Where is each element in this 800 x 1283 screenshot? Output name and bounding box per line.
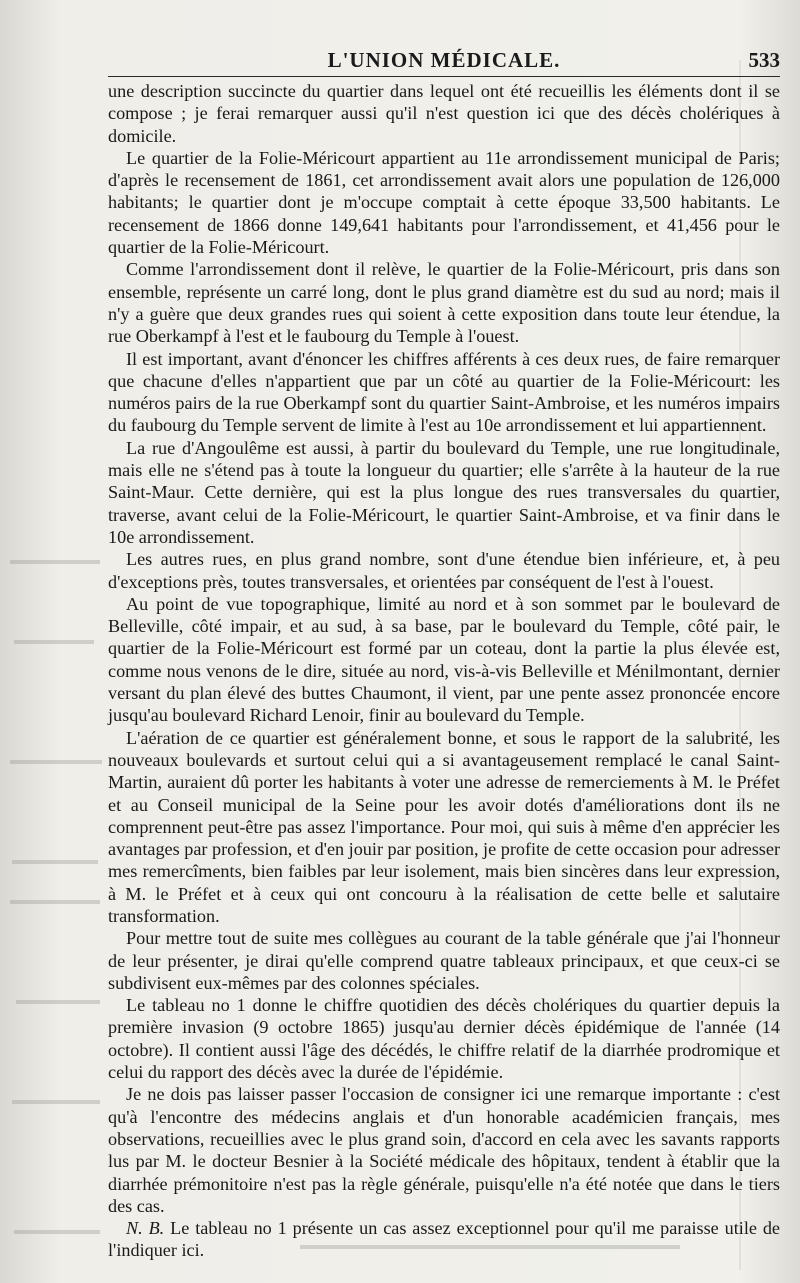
paragraph: Les autres rues, en plus grand nombre, sont d'une étendue bien inférieure, et, à peu d'exceptions près, toutes transversales, et orientées par conséquent de l'est à l'ouest. bbox=[108, 549, 780, 592]
article-body bbox=[108, 80, 780, 1262]
header-rule bbox=[108, 76, 780, 77]
paragraph: Il est important, avant d'énoncer les chiffres afférents à ces deux rues, de faire remarquer que chacune d'elles n'appartient que par un côté au quartier de la Folie-Méricourt: les numéros pairs de la rue Oberkampf sont du quartier Saint-Ambroise, et les numéros impairs du faubourg du Temple servent de limite à l'est au 10e arrondissement et lui appartiennent. bbox=[108, 348, 780, 436]
paragraph: Je ne dois pas laisser passer l'occasion de consigner ici une remarque importante : c'est qu'à l'encontre des médecins anglais et d'un honorable académicien français, mes observations, recueillies avec le plus grand soin, d'accord en cela avec les savants rapports lus par M. le docteur Besnier à la Société médicale des hôpitaux, tendent à établir que la diarrhée prémonitoire n'est pas la règle générale, puisqu'elle n'a été notée que dans le tiers des cas. bbox=[108, 1084, 780, 1216]
paragraph: une description succincte du quartier dans lequel ont été recueillis les éléments dont il se compose ; je ferai remarquer aussi qu'il n'est question ici que des décès cholériques à domicile. bbox=[108, 81, 780, 146]
running-title: L'UNION MÉDICALE. bbox=[327, 48, 561, 72]
page-header bbox=[108, 48, 780, 78]
paragraph: L'aération de ce quartier est généralement bonne, et sous le rapport de la salubrité, les nouveaux boulevards et surtout celui qui a si avantageusement remplacé le canal Saint-Martin, auraient dû porter les habitants à voter une adresse de remerciements à M. le Préfet et au Conseil municipal de la Seine pour les avoir dotés d'améliorations dont ils ne comprennent peut-être pas assez l'importance. Pour moi, qui suis à même d'en apprécier les avantages par profession, et d'en jouir par position, je profite de cette occasion pour adresser mes remercîments, bien faibles par leur isolement, mais bien sincères dans leur expression, à M. le Préfet et à ceux qui ont concouru à la réalisation de cette belle et salutaire transformation. bbox=[108, 727, 780, 926]
note-text: Le tableau no 1 présente un cas assez exceptionnel pour qu'il me paraisse utile de l'indiquer ici. bbox=[108, 1218, 781, 1261]
paragraph: Au point de vue topographique, limité au nord et à son sommet par le boulevard de Belleville, côté impair, et au sud, à sa base, par le boulevard du Temple, côté pair, le quartier de la Folie-Méricourt est formé par un coteau, dont la partie la plus élevée est, comme nous venons de le dire, située au nord, vis-à-vis Belleville et Ménilmontant, dernier versant du plan élevé des buttes Chaumont, il vient, par une pente assez prononcée encore jusqu'au boulevard Richard Lenoir, finir au boulevard du Temple. bbox=[108, 593, 780, 726]
paragraph: Le tableau no 1 donne le chiffre quotidien des décès cholériques du quartier depuis la première invasion (9 octobre 1865) jusqu'au dernier décès épidémique de l'année (14 octobre). Il contient aussi l'âge des décédés, le chiffre relatif de la diarrhée prodromique et celui du rapport des décès avec la durée de l'épidémie. bbox=[108, 995, 780, 1083]
note-label: N. B. bbox=[126, 1218, 165, 1239]
paragraph: Comme l'arrondissement dont il relève, le quartier de la Folie-Méricourt, pris dans son ensemble, représente un carré long, dont le plus grand diamètre est du sud au nord; mais il n'y a guère que deux grandes rues qui soient à cette exposition dans toute leur étendue, la rue Oberkampf à l'est et le faubourg du Temple à l'ouest. bbox=[108, 259, 780, 347]
paragraph: La rue d'Angoulême est aussi, à partir du boulevard du Temple, une rue longitudinale, mais elle ne s'étend pas à toute la longueur du quartier; elle s'arrête à la hauteur de la rue Saint-Maur. Cette dernière, qui est la plus longue des rues transversales du quartier, traverse, avant celui de la Folie-Méricourt, le quartier Saint-Ambroise, et va finir dans le 10e arrondissement. bbox=[108, 437, 780, 547]
note-paragraph bbox=[108, 1217, 780, 1262]
paragraph: Pour mettre tout de suite mes collègues au courant de la table générale que j'ai l'honneur de leur présenter, je dirai qu'elle comprend quatre tableaux principaux, et que ceux-ci se subdivisent eux-mêmes par des colonnes spéciales. bbox=[108, 928, 780, 993]
paragraph: Le quartier de la Folie-Méricourt appartient au 11e arrondissement municipal de Paris; d'après le recensement de 1861, cet arrondissement avait alors une population de 126,000 habitants; le quartier dont je m'occupe comptait à cette époque 33,500 habitants. Le recensement de 1866 donne 149,641 habitants pour l'arrondissement, et 41,456 pour le quartier de la Folie-Méricourt. bbox=[108, 147, 780, 258]
page-number: 533 bbox=[748, 48, 780, 72]
